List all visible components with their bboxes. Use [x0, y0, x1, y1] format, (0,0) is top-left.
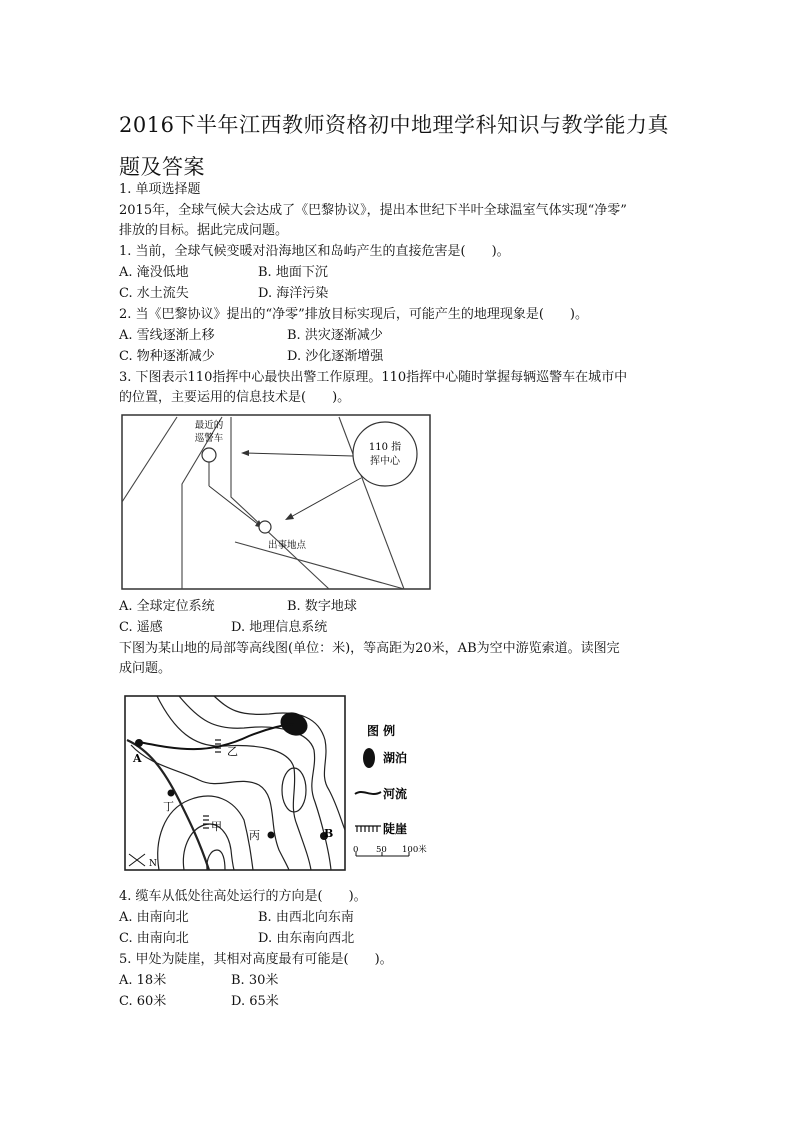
- car-label-2: 巡警车: [194, 433, 224, 444]
- q2-option-a: A. 雪线逐渐上移: [119, 328, 215, 343]
- label-jia: 甲: [211, 820, 222, 833]
- point-a: [135, 739, 143, 747]
- document-title: [119, 104, 699, 188]
- q1-option-a: A. 淹没低地: [119, 265, 189, 280]
- contour-map-figure: [119, 690, 439, 876]
- legend-river-label: 河流: [383, 787, 408, 801]
- q4-stem: 4. 缆车从低处往高处运行的方向是( )。: [119, 889, 367, 904]
- title-line-1: 2016下半年江西教师资格初中地理学科知识与教学能力真: [119, 113, 669, 137]
- q2-option-b: B. 洪灾逐渐减少: [287, 328, 383, 343]
- q4-option-c: C. 由南向北: [119, 931, 189, 946]
- q2-option-d: D. 沙化逐渐增强: [287, 349, 384, 364]
- q4-option-d: D. 由东南向西北: [258, 931, 355, 946]
- scale-label-50: 50: [376, 845, 387, 855]
- title-line-2: 题及答案: [119, 155, 205, 179]
- label-bing: 丙: [249, 829, 260, 842]
- point-ding: [168, 790, 175, 797]
- legend-cliff-label: 陡崖: [383, 822, 408, 836]
- q3-option-a: A. 全球定位系统: [119, 599, 215, 614]
- intro-text-2: 排放的目标。据此完成问题。: [119, 223, 289, 238]
- q1-option-b: B. 地面下沉: [258, 265, 328, 280]
- q5-stem: 5. 甲处为陡崖，其相对高度最有可能是( )。: [119, 952, 393, 967]
- command-center-circle: [353, 422, 417, 486]
- legend-river-icon: [355, 792, 381, 794]
- q1-option-d: D. 海洋污染: [258, 286, 329, 301]
- label-b: B: [324, 827, 334, 840]
- q3-option-d: D. 地理信息系统: [231, 620, 328, 635]
- legend-lake-icon: [363, 748, 375, 768]
- legend-cliff-icon: [355, 826, 381, 832]
- police-dispatch-figure: [119, 412, 433, 592]
- accident-label: 出事地点: [267, 540, 307, 551]
- label-a: A: [133, 752, 142, 765]
- q5-option-b: B. 30米: [231, 973, 279, 988]
- car-label-1: 最近的: [194, 420, 224, 431]
- nearest-patrol-car-marker: [202, 448, 216, 462]
- q3-option-b: B. 数字地球: [287, 599, 357, 614]
- q5-option-a: A. 18米: [119, 973, 167, 988]
- q2-option-c: C. 物种逐渐减少: [119, 349, 215, 364]
- q3-stem-2: 的位置，主要运用的信息技术是( )。: [119, 390, 351, 405]
- q5-option-d: D. 65米: [231, 994, 279, 1009]
- legend-title: 图 例: [367, 724, 396, 738]
- section-heading: 1. 单项选择题: [119, 182, 201, 197]
- center-label-1: 110 指: [368, 442, 402, 453]
- label-yi: 乙: [227, 745, 238, 758]
- center-label-2: 挥中心: [370, 456, 400, 467]
- q1-stem: 1. 当前，全球气候变暖对沿海地区和岛屿产生的直接危害是( )。: [119, 244, 510, 259]
- q3-option-c: C. 遥感: [119, 620, 163, 635]
- scale-label-0: 0: [353, 845, 359, 855]
- intro-text-4: 成问题。: [119, 661, 172, 676]
- intro-text-3: 下图为某山地的局部等高线图(单位：米)，等高距为20米，AB为空中游览索道。读图完: [119, 641, 620, 656]
- q4-option-a: A. 由南向北: [119, 910, 189, 925]
- intro-text-1: 2015年，全球气候大会达成了《巴黎协议》，提出本世纪下半叶全球温室气体实现“净零”: [119, 203, 627, 218]
- q1-option-c: C. 水土流失: [119, 286, 189, 301]
- q5-option-c: C. 60米: [119, 994, 167, 1009]
- label-ding: 丁: [163, 800, 174, 813]
- q3-stem-1: 3. 下图表示110指挥中心最快出警工作原理。110指挥中心随时掌握每辆巡警车在城市中: [119, 370, 628, 385]
- q4-option-b: B. 由西北向东南: [258, 910, 354, 925]
- q2-stem: 2. 当《巴黎协议》提出的“净零”排放目标实现后，可能产生的地理现象是( )。: [119, 307, 588, 322]
- point-bing: [268, 832, 275, 839]
- north-label: N: [149, 859, 157, 869]
- legend-lake-label: 湖泊: [383, 751, 408, 765]
- accident-site-marker: [259, 521, 271, 533]
- scale-label-100: 100米: [402, 845, 427, 855]
